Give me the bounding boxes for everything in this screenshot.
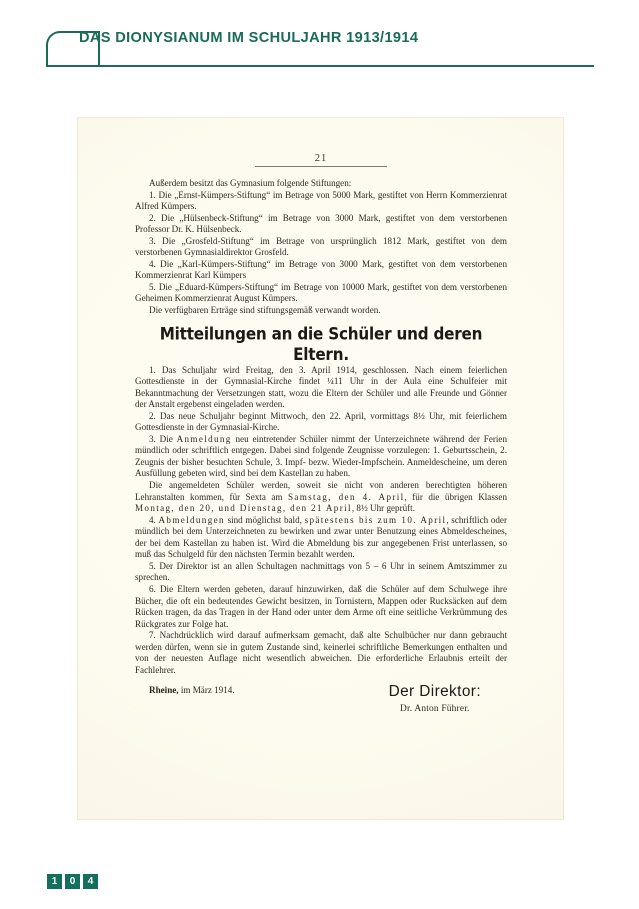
page-title: DAS DIONYSIANUM IM SCHULJAHR 1913/1914: [79, 30, 419, 46]
folio-divider: [255, 166, 387, 167]
page-digit: 0: [65, 874, 80, 889]
notice-item: 5. Der Direktor ist an allen Schultagen nachmittags von 5 – 6 Uhr in seinem Amtszimmer zu sprechen.: [135, 560, 507, 583]
notice4-emphasis-abmeldungen: Abmeldungen: [158, 514, 225, 525]
notice3-rest: neu eintretender Schüler nimmt der Unterzeichnete während der Ferien mündlich oder schriftlich entgegen. Dabei sind folgende Zeugnisse vorzulegen: 1. Geburtsschein, 2. Zeugnis der bisher besuchten Schule, 3. Impf- bezw. Wieder-Impfschein. Anmeldescheine, um deren Ausfüllung gebeten wird, sind bei dem Kastellan zu haben.: [135, 433, 507, 479]
notice4-part1: 4.: [149, 514, 159, 525]
notice4-part3: , schriftlich oder mündlich bei dem Unterzeichneten zu bewirken und zwar unter Benutzung eines Abmeldescheines, der bei dem Kastellan zu haben ist. Wird die Abmeldung bis zur angegebenen Frist unterlassen, so muß das Schulgeld für den nächsten Termin bezahlt werden.: [135, 514, 507, 560]
foundation-item: 5. Die „Eduard-Kümpers-Stiftung“ im Betrage von 10000 Mark, gestiftet von dem verstorbenen Geheimen Kommerzienrat August Kümpers.: [135, 281, 507, 304]
notice3b-emphasis-date2: Montag, den 20, und Dienstag, den 21 April: [135, 503, 352, 514]
notice3-emphasis: Anmeldung: [176, 433, 232, 444]
notice3b-part2: , für die übrigen Klassen: [404, 491, 507, 502]
notice3b-part1: Die angemeldeten Schüler werden, soweit sie nicht von anderen berechtigten höheren Lehranstalten kommen, für Sexta am: [135, 480, 507, 502]
notice4-emphasis-deadline: spätestens bis zum 10. April: [304, 514, 447, 525]
foundation-item: 2. Die „Hülsenbeck-Stiftung“ im Betrage von 3000 Mark, gestiftet von dem verstorbenen Professor Dr. K. Hülsenbeck.: [135, 212, 507, 235]
notice-item: 6. Die Eltern werden gebeten, darauf hinzuwirken, daß die Schüler auf dem Schulwege ihre Bücher, die oft ein bedeutendes Gewicht besitzen, in Tornistern, Mappen oder Rucksäcken auf dem Rücken tragen, da das Tragen in der Hand oder unter dem Arme oft eine seitliche Verkrümmung des Rückgrates zur Folge hat.: [135, 583, 507, 629]
signature-place-date: [135, 683, 235, 695]
notice-item: 1. Das Schuljahr wird Freitag, den 3. April 1914, geschlossen. Nach einem feierlichen Gottesdienste in der Gymnasial-Kirche findet ¼11 Uhr in der Aula eine Schulfeier mit Bekanntmachung der Versetzungen statt, wozu die Eltern der Schüler und alle Freunde und Gönner der Anstalt ergebenst eingeladen werden.: [135, 364, 507, 410]
site-header: [0, 0, 639, 78]
notice-item: 7. Nachdrücklich wird darauf aufmerksam gemacht, daß alte Schulbücher nur dann gebraucht werden dürfen, wenn sie in gutem Zustande sind, keinerlei schriftliche Bemerkungen enthalten und von der neuesten Auflage nicht wesentlich abweichen. Die erforderliche Erlaubnis erteilt der Fachlehrer.: [135, 630, 507, 675]
notice4-part2: sind möglichst bald,: [224, 514, 305, 525]
scan-text-body: [135, 153, 507, 714]
signature-place: Rheine,: [149, 685, 179, 696]
notice3b-emphasis-date1: Samstag, den 4. April: [287, 491, 405, 502]
scanned-page-image: [77, 117, 564, 820]
notice3-lead: 3. Die: [149, 433, 177, 444]
notice-item: [135, 480, 507, 515]
page-number-badge: [47, 874, 98, 889]
foundation-item: 4. Die „Karl-Kümpers-Stiftung“ im Betrage von 3000 Mark, gestiftet von dem verstorbenen Kommerzienrat Karl Kümpers: [135, 258, 507, 281]
signature-date: im März 1914.: [178, 685, 235, 696]
signature-block: [135, 683, 507, 714]
signature-director: [389, 683, 507, 714]
page-digit: 1: [47, 874, 62, 889]
section-heading: Mitteilungen an die Schüler und deren Eltern.: [159, 323, 483, 364]
foundations-closing-note: Die verfügbaren Erträge sind stiftungsgemäß verwandt worden.: [149, 305, 381, 316]
foundation-item: 1. Die „Ernst-Kümpers-Stiftung“ im Betrage von 5000 Mark, gestiftet von Herrn Kommerzienrat Alfred Kümpers.: [135, 189, 507, 212]
header-divider: [46, 65, 594, 67]
notice-item: 2. Das neue Schuljahr beginnt Mittwoch, den 22. April, vormittags 8½ Uhr, mit feierlichem Gottesdienste in der Gymnasial-Kirche.: [135, 410, 507, 433]
notice3b-part3: , 8½ Uhr geprüft.: [351, 503, 415, 514]
page-digit: 4: [83, 874, 98, 889]
foundation-item: 3. Die „Grosfeld-Stiftung“ im Betrage von ursprünglich 1812 Mark, gestiftet von dem verstorbenen Gymnasialdirektor Grosfeld.: [135, 235, 507, 258]
signature-name: Dr. Anton Führer.: [400, 704, 470, 715]
signature-title: Der Direktor:: [388, 683, 481, 701]
notice-item: [135, 434, 507, 480]
notice-item: [135, 515, 507, 561]
folio-number: 21: [314, 153, 328, 164]
intro-paragraph: Außerdem besitzt das Gymnasium folgende Stiftungen:: [149, 178, 352, 188]
